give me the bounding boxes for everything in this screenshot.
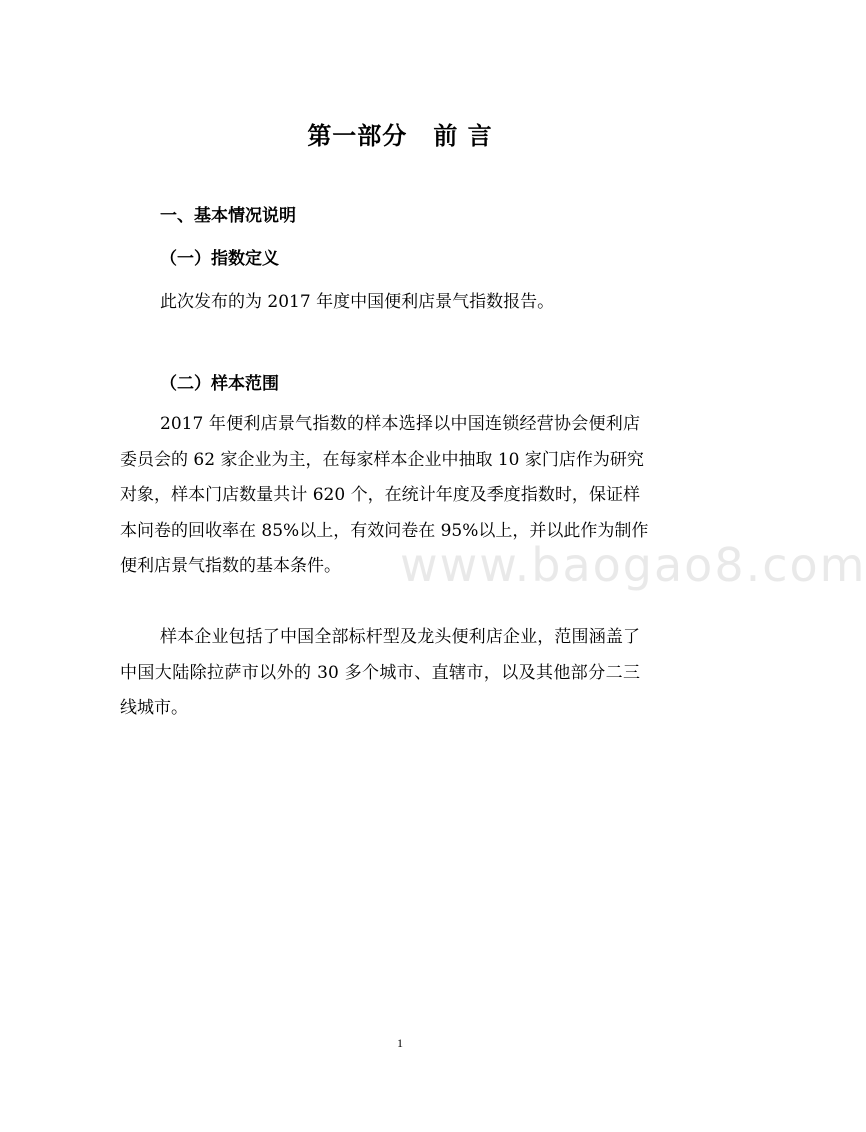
paragraph-line: 便利店景气指数的基本条件。 xyxy=(120,556,341,576)
paragraph-line: 此次发布的为 2017 年度中国便利店景气指数报告。 xyxy=(160,292,555,312)
paragraph-line: 本问卷的回收率在 85%以上，有效问卷在 95%以上，并以此作为制作 xyxy=(120,520,649,541)
title-part: 第一部分 xyxy=(307,122,408,150)
page-title xyxy=(0,118,800,154)
title-name: 前 言 xyxy=(433,122,493,150)
paragraph-line: 委员会的 62 家企业为主，在每家样本企业中抽取 10 家门店作为研究 xyxy=(120,449,644,470)
watermark: www.baogao8.com xyxy=(400,538,866,592)
subsection-heading-index-definition: （一）指数定义 xyxy=(160,249,279,269)
paragraph-sample-coverage xyxy=(120,620,640,727)
section-heading-basic-info: 一、基本情况说明 xyxy=(160,206,296,226)
subsection-heading-sample-scope: （二）样本范围 xyxy=(160,374,279,394)
paragraph-line: 线城市。 xyxy=(120,698,188,718)
paragraph-line: 样本企业包括了中国全部标杆型及龙头便利店企业，范围涵盖了 xyxy=(160,627,640,647)
page-number: 1 xyxy=(397,1036,403,1050)
paragraph-line: 2017 年便利店景气指数的样本选择以中国连锁经营协会便利店 xyxy=(160,414,640,434)
paragraph-line: 对象，样本门店数量共计 620 个，在统计年度及季度指数时，保证样 xyxy=(120,485,640,505)
paragraph-index-definition xyxy=(160,285,640,321)
paragraph-sample-selection xyxy=(120,407,649,585)
paragraph-line: 中国大陆除拉萨市以外的 30 多个城市、直辖市，以及其他部分二三 xyxy=(120,662,640,683)
